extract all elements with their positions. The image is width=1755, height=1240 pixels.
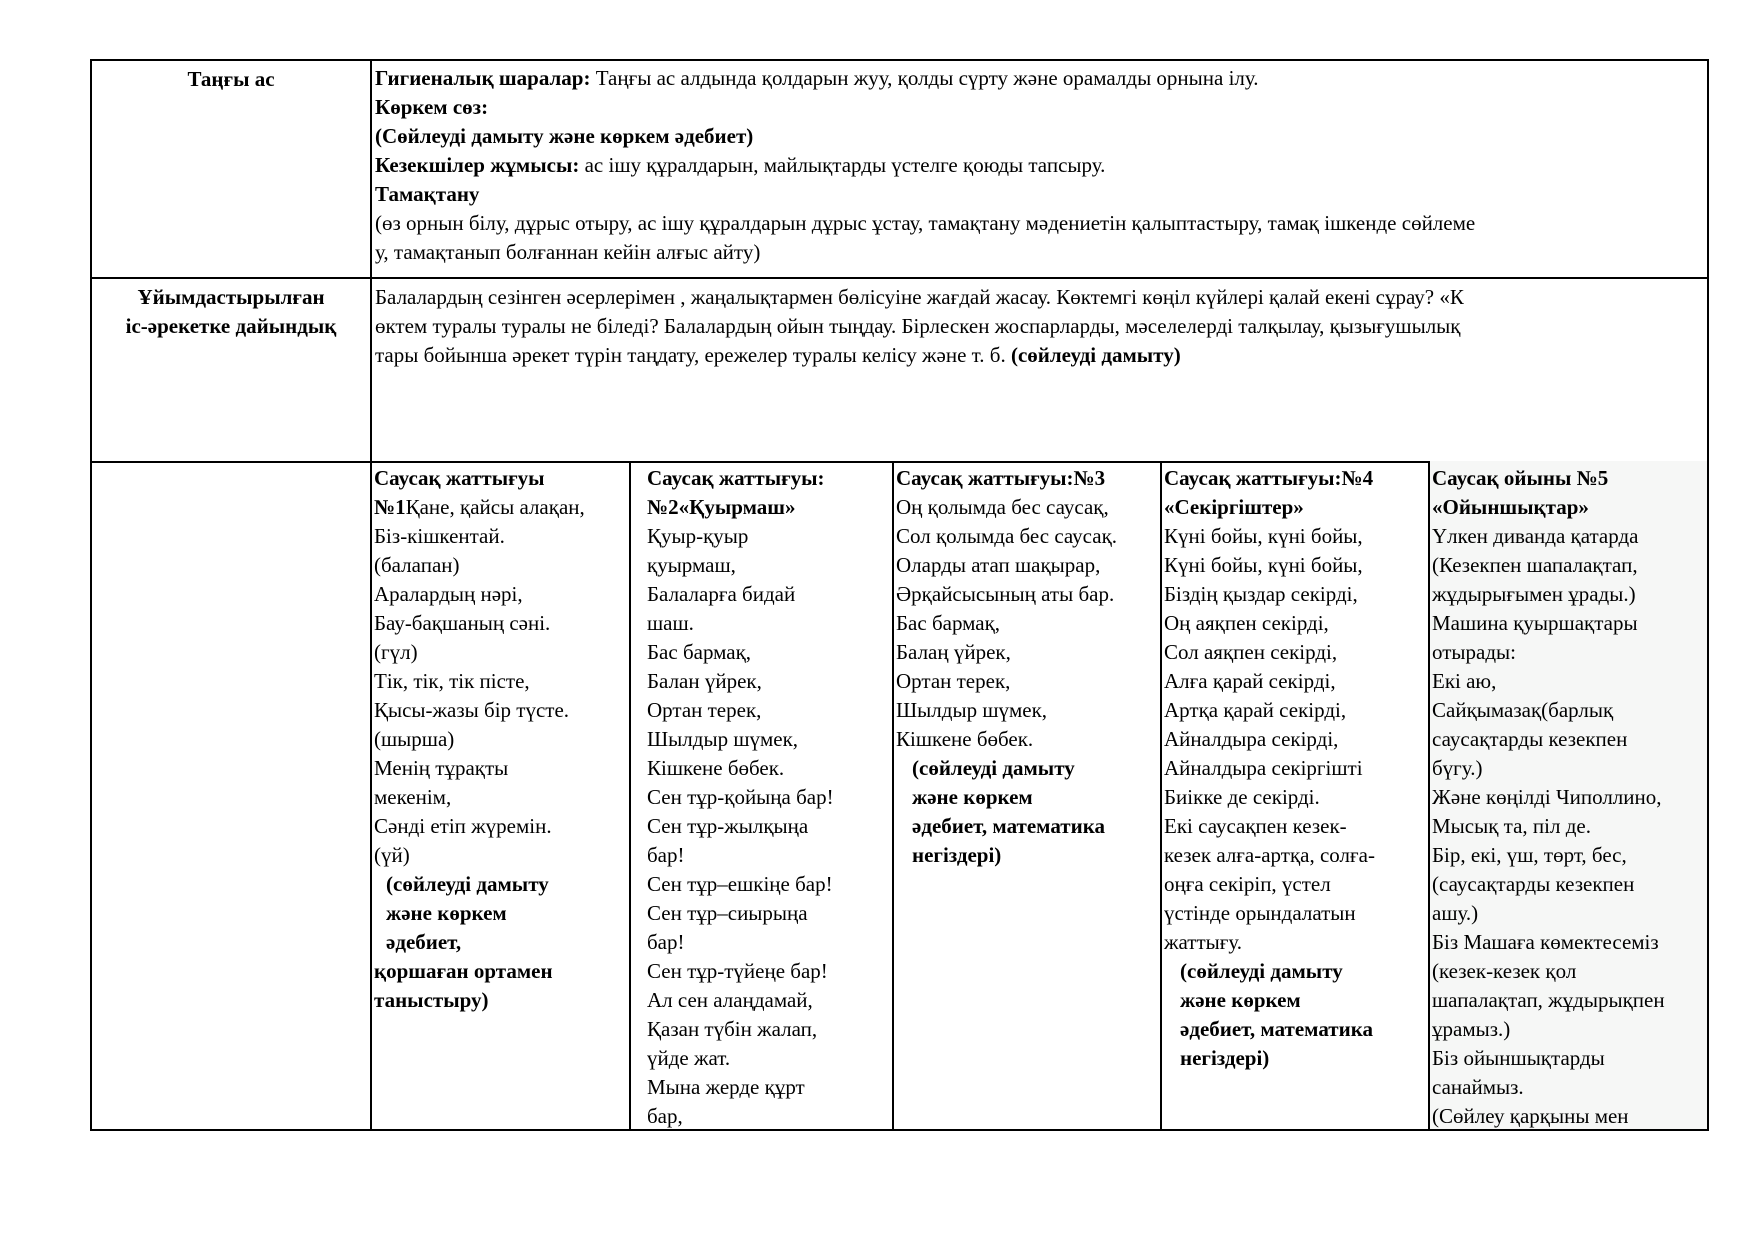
domain-line: және көркем bbox=[912, 785, 1033, 809]
poem-line: Бау-бақшаның сәні. bbox=[374, 611, 551, 635]
preparation-domain: (сөйлеуді дамыту) bbox=[1010, 343, 1181, 367]
poem-line: Сен тұр-қойыңа бар! bbox=[647, 785, 834, 809]
game-3-domain bbox=[896, 754, 1158, 870]
poem-line: бар, bbox=[647, 1104, 683, 1128]
poem-line: Оң қолымда бес саусақ, bbox=[896, 495, 1109, 519]
poem-line: Біздің қыздар секірді, bbox=[1164, 582, 1358, 606]
domain-line: әдебиет, математика bbox=[1180, 1017, 1373, 1041]
preparation-text-3: тары бойынша әрекет түрін таңдату, ережелер туралы келісу және т. б. bbox=[375, 343, 1011, 367]
poem-line: Бір, екі, үш, төрт, бес, bbox=[1432, 843, 1627, 867]
finger-game-3-cell bbox=[894, 461, 1162, 1129]
poem-line: Балаларға бидай bbox=[647, 582, 796, 606]
poem-line: Оларды атап шақырар, bbox=[896, 553, 1101, 577]
art-word-label: Көркем сөз: bbox=[375, 95, 489, 119]
game-4-title-2: «Секіргіштер» bbox=[1164, 495, 1304, 519]
poem-line: шаш. bbox=[647, 611, 694, 635]
poem-line: Үлкен диванда қатарда bbox=[1432, 524, 1639, 548]
poem-line: шапалақтап, жұдырықпен bbox=[1432, 988, 1665, 1012]
poem-line: қуырмаш, bbox=[647, 553, 736, 577]
poem-line: мекенім, bbox=[374, 785, 452, 809]
game-4-title-1: Саусақ жаттығуы:№4 bbox=[1164, 466, 1374, 490]
eating-text-2: у, тамақтанып болғаннан кейін алғыс айту) bbox=[375, 240, 761, 264]
game-2-lines bbox=[647, 522, 890, 1129]
poem-line: Оң аяқпен секірді, bbox=[1164, 611, 1329, 635]
hygiene-line bbox=[375, 64, 1703, 93]
poem-line: (Кезекпен шапалақтап, bbox=[1432, 553, 1638, 577]
game-5-title-1: Саусақ ойыны №5 bbox=[1432, 466, 1609, 490]
domain-line: және көркем bbox=[1180, 988, 1301, 1012]
finger-games-row bbox=[92, 461, 1707, 1129]
finger-game-5-cell bbox=[1430, 461, 1707, 1129]
poem-line: жаттығу. bbox=[1164, 930, 1243, 954]
poem-line: Шылдыр шүмек, bbox=[896, 698, 1048, 722]
poem-line: бүгу.) bbox=[1432, 756, 1483, 780]
breakfast-label-cell bbox=[92, 61, 372, 277]
game-1-domain-2 bbox=[374, 957, 627, 1015]
poem-line: Сен тұр-жылқыңа bbox=[647, 814, 809, 838]
poem-line: Сен тұр-түйеңе бар! bbox=[647, 959, 828, 983]
poem-line: (балапан) bbox=[374, 553, 460, 577]
poem-line: Балаң үйрек, bbox=[896, 640, 1011, 664]
game-5-title-2: «Ойыншықтар» bbox=[1432, 495, 1589, 519]
domain-line: (сөйлеуді дамыту bbox=[912, 756, 1075, 780]
poem-line: Күні бойы, күні бойы, bbox=[1164, 524, 1363, 548]
poem-line: Балан үйрек, bbox=[647, 669, 762, 693]
breakfast-label: Таңғы ас bbox=[187, 67, 275, 91]
poem-line: Биікке де секірді. bbox=[1164, 785, 1320, 809]
poem-line: саусақтарды кезекпен bbox=[1432, 727, 1628, 751]
duty-label: Кезекшілер жұмысы: bbox=[375, 153, 580, 177]
domain-line: (сөйлеуді дамыту bbox=[386, 872, 549, 896]
game-4-domain bbox=[1164, 957, 1426, 1073]
poem-line: Ортан терек, bbox=[647, 698, 762, 722]
finger-game-1-cell bbox=[372, 461, 631, 1129]
poem-line: Сол қолымда бес саусақ. bbox=[896, 524, 1118, 548]
poem-line: бар! bbox=[647, 930, 685, 954]
duty-text: ас ішу құралдарын, майлықтарды үстелге қоюды тапсыру. bbox=[579, 153, 1106, 177]
preparation-label-2: іс-әрекетке дайындық bbox=[125, 314, 337, 338]
hygiene-label: Гигиеналық шаралар: bbox=[375, 66, 591, 90]
poem-line: Біз Машаға көмектесеміз bbox=[1432, 930, 1659, 954]
poem-line: Аралардың нәрі, bbox=[374, 582, 523, 606]
game-1-title-2: №1Қане, қайсы алақан, bbox=[374, 495, 585, 519]
poem-line: Бас бармақ, bbox=[647, 640, 752, 664]
poem-line: (гүл) bbox=[374, 640, 418, 664]
preparation-text-2: өктем туралы туралы не біледі? Балалардың ойын тыңдау. Бірлескен жоспарларды, мәселелерді талқылау, қызығушылық bbox=[375, 314, 1461, 338]
poem-line: Менің тұрақты bbox=[374, 756, 509, 780]
poem-line: санаймыз. bbox=[1432, 1075, 1524, 1099]
game-5-lines bbox=[1432, 522, 1705, 1129]
poem-line: Әрқайсысының аты бар. bbox=[896, 582, 1115, 606]
domain-line: негіздері) bbox=[912, 843, 1002, 867]
poem-line: ұрамыз.) bbox=[1432, 1017, 1511, 1041]
preparation-text-1: Балалардың сезінген әсерлерімен , жаңалықтармен бөлісуіне жағдай жасау. Көктемгі көңіл күйлері қалай екені сұрау? «К bbox=[375, 285, 1464, 309]
poem-line: (саусақтарды кезекпен bbox=[1432, 872, 1635, 896]
domain-line: таныстыру) bbox=[374, 988, 489, 1012]
preparation-label-1: Ұйымдастырылған bbox=[137, 285, 325, 309]
duty-line bbox=[375, 151, 1703, 180]
preparation-label-cell bbox=[92, 277, 372, 461]
poem-line: Айналдыра секірді, bbox=[1164, 727, 1339, 751]
finger-game-2-cell bbox=[631, 461, 894, 1129]
breakfast-row bbox=[92, 61, 1707, 279]
breakfast-content-cell bbox=[372, 61, 1707, 277]
domain-line: қоршаған ортамен bbox=[374, 959, 553, 983]
poem-line: Тік, тік, тік пісте, bbox=[374, 669, 530, 693]
preparation-row bbox=[92, 277, 1707, 463]
preparation-content-cell bbox=[372, 277, 1707, 461]
finger-game-4-cell bbox=[1162, 461, 1430, 1129]
poem-line: (кезек-кезек қол bbox=[1432, 959, 1577, 983]
game-2-title-1: Саусақ жаттығуы: bbox=[647, 466, 825, 490]
domain-line: әдебиет, bbox=[386, 930, 462, 954]
poem-line: Қазан түбін жалап, bbox=[647, 1017, 818, 1041]
poem-line: Екі саусақпен кезек- bbox=[1164, 814, 1347, 838]
poem-line: Бас бармақ, bbox=[896, 611, 1001, 635]
poem-line: Сен тұр–сиырыңа bbox=[647, 901, 808, 925]
domain-line: әдебиет, математика bbox=[912, 814, 1105, 838]
domain-line: (сөйлеуді дамыту bbox=[1180, 959, 1343, 983]
poem-line: Ортан терек, bbox=[896, 669, 1011, 693]
poem-line: Кішкене бөбек. bbox=[896, 727, 1034, 751]
poem-line: (шырша) bbox=[374, 727, 455, 751]
game-2-title-2: №2«Қуырмаш» bbox=[647, 495, 796, 519]
poem-line: ашу.) bbox=[1432, 901, 1479, 925]
poem-line: Айналдыра секіргішті bbox=[1164, 756, 1363, 780]
schedule-table bbox=[90, 59, 1709, 1131]
poem-line: (үй) bbox=[374, 843, 410, 867]
poem-line: Машина қуыршақтары bbox=[1432, 611, 1638, 635]
poem-line: Шылдыр шүмек, bbox=[647, 727, 799, 751]
poem-line: Сәнді етіп жүремін. bbox=[374, 814, 552, 838]
game-1-lines bbox=[374, 522, 627, 870]
poem-line: отырады: bbox=[1432, 640, 1516, 664]
poem-line: үйде жат. bbox=[647, 1046, 731, 1070]
poem-line: оңға секіріп, үстел bbox=[1164, 872, 1331, 896]
domain-line: және көркем bbox=[386, 901, 507, 925]
poem-line: Қуыр-қуыр bbox=[647, 524, 749, 548]
poem-line: Артқа қарай секірді, bbox=[1164, 698, 1347, 722]
game-4-lines bbox=[1164, 522, 1426, 957]
poem-line: Кішкене бөбек. bbox=[647, 756, 785, 780]
poem-line: Қысы-жазы бір түсте. bbox=[374, 698, 570, 722]
poem-line: Сол аяқпен секірді, bbox=[1164, 640, 1338, 664]
poem-line: жұдырығымен ұрады.) bbox=[1432, 582, 1636, 606]
poem-line: Сен тұр–ешкіңе бар! bbox=[647, 872, 833, 896]
poem-line: Біз-кішкентай. bbox=[374, 524, 505, 548]
poem-line: Және көңілді Чиполлино, bbox=[1432, 785, 1662, 809]
poem-line: Алға қарай секірді, bbox=[1164, 669, 1336, 693]
poem-line: Біз ойыншықтарды bbox=[1432, 1046, 1605, 1070]
eating-label: Тамақтану bbox=[375, 182, 480, 206]
game-3-title: Саусақ жаттығуы:№3 bbox=[896, 466, 1106, 490]
finger-games-label-cell bbox=[92, 461, 372, 1129]
poem-line: Мысық та, піл де. bbox=[1432, 814, 1591, 838]
poem-line: Мына жерде құрт bbox=[647, 1075, 805, 1099]
poem-line: үстінде орындалатын bbox=[1164, 901, 1356, 925]
poem-line: Екі аю, bbox=[1432, 669, 1497, 693]
preparation-text-3-line bbox=[375, 341, 1703, 370]
game-1-domain bbox=[374, 870, 627, 957]
poem-line: Күні бойы, күні бойы, bbox=[1164, 553, 1363, 577]
game-1-title-1: Саусақ жаттығуы bbox=[374, 466, 545, 490]
hygiene-text: Таңғы ас алдында қолдарын жуу, қолды сүрту және орамалды орнына ілу. bbox=[590, 66, 1259, 90]
poem-line: Сайқымазақ(барлық bbox=[1432, 698, 1614, 722]
poem-line: бар! bbox=[647, 843, 685, 867]
eating-text-1: (өз орнын білу, дұрыс отыру, ас ішу құралдарын дұрыс ұстау, тамақтану мәдениетін қалыптастыру, тамақ ішкенде сөйлеме bbox=[375, 211, 1476, 235]
domain-line: негіздері) bbox=[1180, 1046, 1270, 1070]
poem-line: Ал сен алаңдамай, bbox=[647, 988, 813, 1012]
game-3-lines bbox=[896, 493, 1158, 754]
poem-line: кезек алға-артқа, солға- bbox=[1164, 843, 1375, 867]
poem-line: (Сөйлеу қарқыны мен bbox=[1432, 1104, 1629, 1128]
art-domain: (Сөйлеуді дамыту және көркем әдебиет) bbox=[375, 124, 754, 148]
